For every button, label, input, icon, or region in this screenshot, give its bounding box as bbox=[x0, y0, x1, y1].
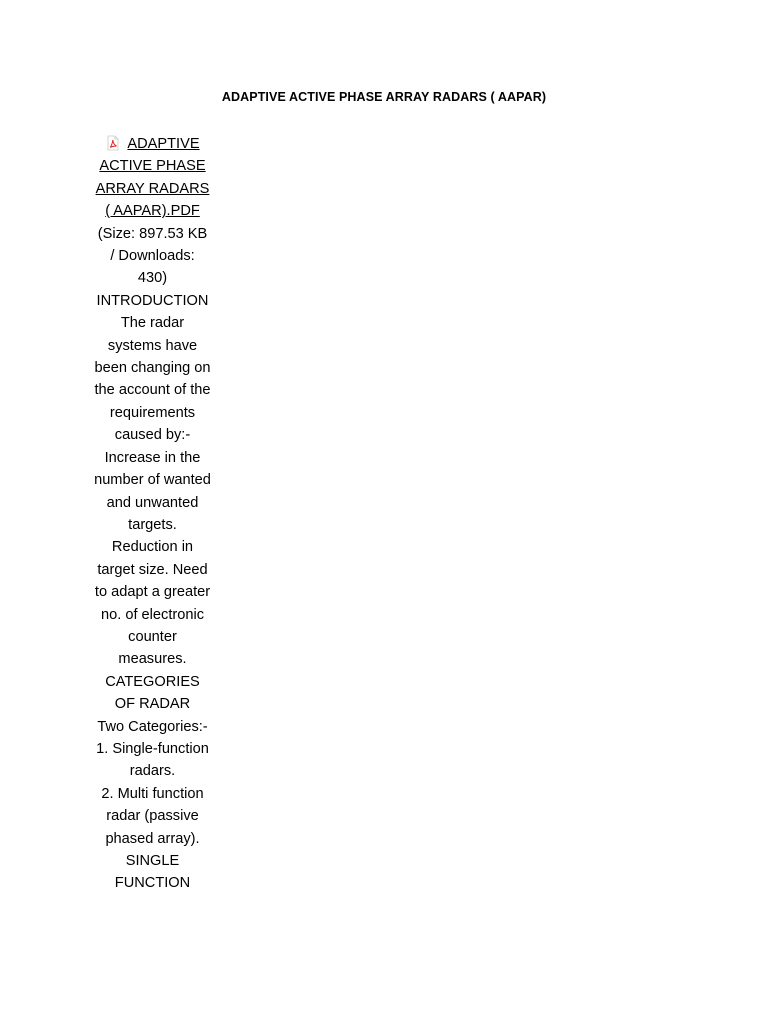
section-heading: CATEGORIES bbox=[105, 673, 200, 690]
body-line: number of wanted bbox=[94, 472, 211, 489]
list-item: phased array). bbox=[105, 830, 200, 847]
body-line: counter bbox=[128, 628, 177, 645]
body-line: Reduction in bbox=[111, 539, 194, 556]
body-line: requirements bbox=[109, 404, 196, 421]
section-heading: OF RADAR bbox=[114, 696, 191, 713]
section-heading: FUNCTION bbox=[114, 875, 191, 892]
attachment-meta bbox=[90, 223, 215, 290]
page-title: ADAPTIVE ACTIVE PHASE ARRAY RADARS ( AAPAR) bbox=[221, 90, 547, 104]
body-line: and unwanted bbox=[106, 494, 199, 511]
body-line: target size. Need bbox=[97, 561, 208, 578]
list-item: radars. bbox=[129, 763, 176, 780]
body-line: been changing on bbox=[94, 360, 211, 377]
body-line: systems have bbox=[107, 337, 198, 354]
attachment-link-text[interactable]: ACTIVE PHASE bbox=[99, 158, 206, 175]
section-heading: SINGLE bbox=[125, 853, 180, 869]
content-column bbox=[90, 133, 215, 895]
body-line: The radar bbox=[120, 315, 185, 332]
pdf-file-icon[interactable] bbox=[105, 135, 121, 151]
attachment-link[interactable] bbox=[90, 133, 215, 223]
attachment-link-text[interactable]: ADAPTIVE bbox=[127, 136, 200, 152]
body-line: no. of electronic bbox=[100, 606, 205, 623]
body-line: the account of the bbox=[94, 382, 211, 399]
body-line: to adapt a greater bbox=[94, 584, 211, 601]
attachment-meta-line: / Downloads: bbox=[110, 248, 195, 265]
body-line: Increase in the bbox=[104, 449, 201, 466]
attachment-link-text[interactable]: ARRAY RADARS bbox=[95, 180, 210, 197]
attachment-meta-line: 430) bbox=[137, 270, 168, 287]
body-text bbox=[90, 290, 215, 895]
attachment-link-line[interactable] bbox=[90, 133, 215, 155]
body-line: caused by:- bbox=[114, 427, 191, 444]
body-line: targets. bbox=[128, 516, 177, 533]
list-item: radar (passive bbox=[106, 808, 199, 825]
list-item: 1. Single-function bbox=[96, 740, 209, 757]
section-heading: INTRODUCTION bbox=[96, 292, 209, 309]
attachment-meta-line: (Size: 897.53 KB bbox=[97, 225, 208, 242]
list-item: 2. Multi function bbox=[101, 785, 204, 802]
attachment-link-text[interactable]: ( AAPAR).PDF bbox=[105, 203, 200, 220]
body-line: Two Categories:- bbox=[97, 718, 208, 735]
body-line: measures. bbox=[118, 651, 187, 668]
